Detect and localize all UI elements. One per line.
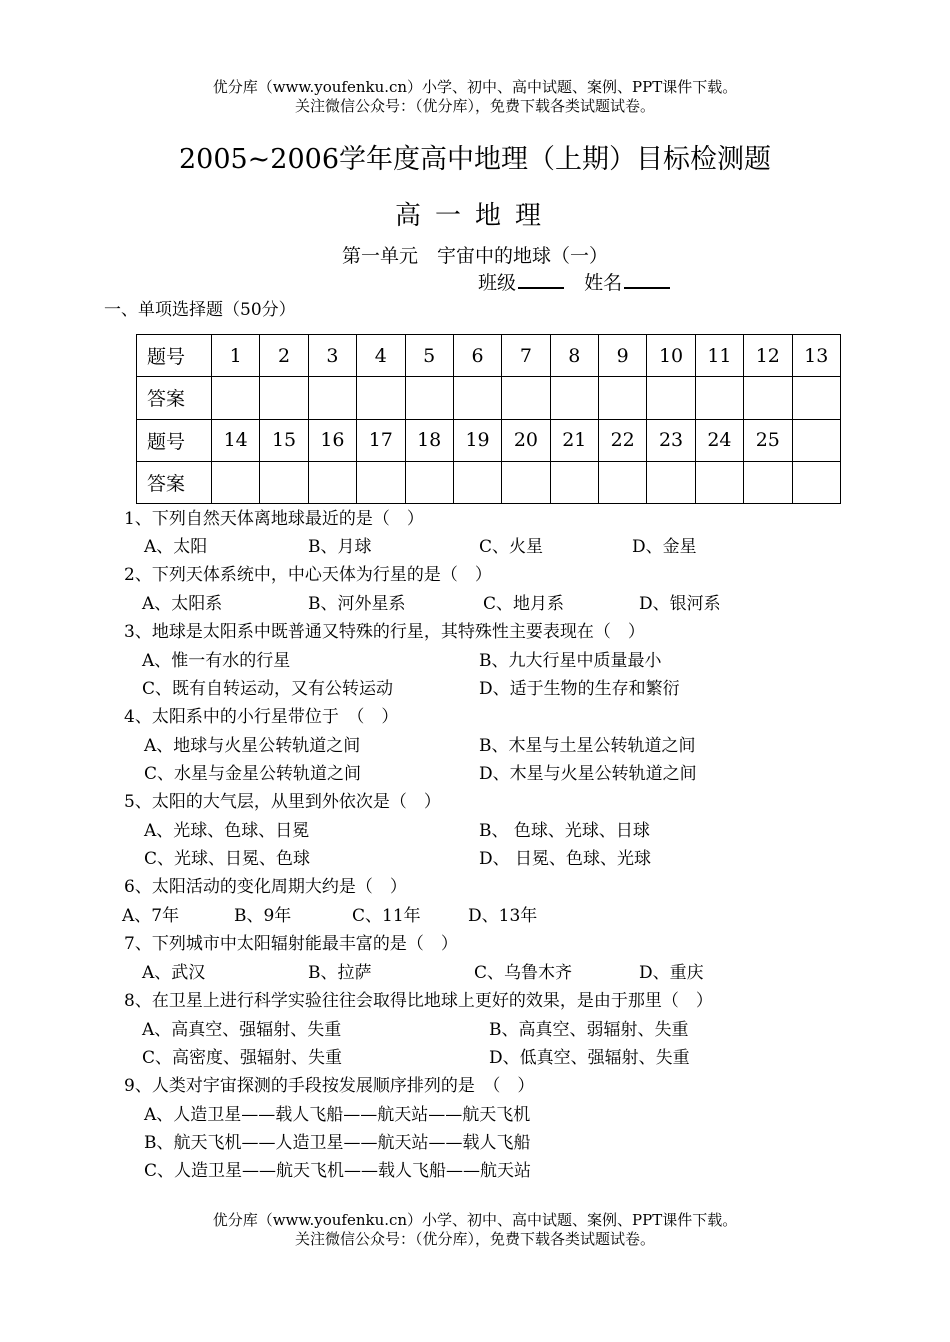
table-row [137,461,841,503]
option: A、高真空、强辐射、失重 [142,1020,342,1040]
table-cell: 24 [695,419,743,461]
a-label-cell: 答案 [137,377,212,419]
option: C、高密度、强辐射、失重 [142,1048,343,1068]
option: D、 日冕、色球、光球 [479,849,652,869]
answer-cell [502,377,550,419]
table-cell: 6 [453,335,501,377]
option: A、人造卫星——载人飞船——航天站——航天飞机 [144,1105,531,1125]
answer-cell [357,377,405,419]
option: D、13年 [468,906,538,926]
table-cell: 14 [212,419,260,461]
answer-cell [453,461,501,503]
table-cell: 17 [357,419,405,461]
table-cell: 11 [695,335,743,377]
question-stem: 3、地球是太阳系中既普通又特殊的行星，其特殊性主要表现在（ ） [124,622,645,642]
answer-cell [744,377,792,419]
option: B、 色球、光球、日球 [479,821,650,841]
option: A、太阳 [144,537,208,557]
a-label-cell: 答案 [137,461,212,503]
option: D、重庆 [639,963,704,983]
answer-cell [405,377,453,419]
question-stem: 8、在卫星上进行科学实验往往会取得比地球上更好的效果，是由于那里（ ） [124,991,713,1011]
answer-cell [357,461,405,503]
option: D、金星 [632,537,697,557]
option: C、11年 [352,906,421,926]
student-info [478,268,670,295]
table-cell: 3 [308,335,356,377]
option: A、太阳系 [142,594,223,614]
table-cell: 25 [744,419,792,461]
answer-table [136,334,841,504]
table-row [137,419,841,461]
answer-cell [212,377,260,419]
answer-cell [550,377,598,419]
header-line-1: 优分库（www.youfenku.cn）小学、初中、高中试题、案例、PPT课件下载。 [212,78,738,96]
table-cell: 13 [792,335,841,377]
question-stem: 7、下列城市中太阳辐射能最丰富的是（ ） [124,934,458,954]
class-label: 班级 [478,272,517,294]
option: C、地月系 [483,594,565,614]
question-stem: 5、太阳的大气层，从里到外依次是（ ） [124,792,441,812]
table-row [137,335,841,377]
table-cell: 5 [405,335,453,377]
table-cell: 18 [405,419,453,461]
answer-cell [260,377,308,419]
table-cell: 19 [453,419,501,461]
option: C、光球、日冕、色球 [144,849,311,869]
answer-cell [260,461,308,503]
option: A、光球、色球、日冕 [144,821,310,841]
option: B、木星与土星公转轨道之间 [479,736,696,756]
option: B、航天飞机——人造卫星——航天站——载人飞船 [144,1133,531,1153]
answer-cell [744,461,792,503]
question-stem: 9、人类对宇宙探测的手段按发展顺序排列的是 （ ） [124,1076,535,1096]
option: C、人造卫星——航天飞机——载人飞船——航天站 [144,1161,532,1181]
table-cell [792,419,841,461]
option: C、既有自转运动，又有公转运动 [142,679,394,699]
answer-cell [599,461,647,503]
table-cell: 20 [502,419,550,461]
option: D、低真空、强辐射、失重 [489,1048,690,1068]
option: B、拉萨 [308,963,372,983]
option: A、地球与火星公转轨道之间 [144,736,361,756]
option: C、乌鲁木齐 [474,963,573,983]
option: D、适于生物的生存和繁衍 [479,679,680,699]
answer-cell [453,377,501,419]
question-stem: 6、太阳活动的变化周期大约是（ ） [124,877,407,897]
answer-cell [647,461,695,503]
table-cell: 12 [744,335,792,377]
option: C、水星与金星公转轨道之间 [144,764,362,784]
table-cell: 21 [550,419,598,461]
question-stem: 4、太阳系中的小行星带位于 （ ） [124,707,399,727]
table-cell: 1 [212,335,260,377]
table-cell: 7 [502,335,550,377]
option: B、9年 [234,906,292,926]
question-stem: 1、下列自然天体离地球最近的是（ ） [124,509,424,529]
option: D、银河系 [639,594,721,614]
table-cell: 22 [599,419,647,461]
question-stem: 2、下列天体系统中，中心天体为行星的是（ ） [124,565,492,585]
table-cell: 2 [260,335,308,377]
table-cell: 9 [599,335,647,377]
answer-cell [792,461,841,503]
table-cell: 8 [550,335,598,377]
answer-cell [502,461,550,503]
answer-cell [405,461,453,503]
unit-title: 第一单元 宇宙中的地球（一） [341,245,608,267]
option: C、火星 [479,537,544,557]
answer-cell [695,461,743,503]
answer-cell [212,461,260,503]
header-line-2: 关注微信公众号：（优分库），免费下载各类试题试卷。 [294,97,655,115]
option: B、九大行星中质量最小 [479,651,662,671]
class-blank [518,269,564,289]
table-cell: 10 [647,335,695,377]
subject-title: 高一地理 [394,201,555,231]
footer-line-1: 优分库（www.youfenku.cn）小学、初中、高中试题、案例、PPT课件下载。 [212,1211,738,1229]
table-cell: 23 [647,419,695,461]
option: B、月球 [308,537,372,557]
answer-cell [308,377,356,419]
footer-line-2: 关注微信公众号：（优分库），免费下载各类试题试卷。 [294,1230,655,1248]
table-cell: 15 [260,419,308,461]
option: D、木星与火星公转轨道之间 [479,764,697,784]
table-row [137,377,841,419]
option: A、7年 [122,906,180,926]
q-label-cell: 题号 [137,419,212,461]
option: A、武汉 [142,963,206,983]
table-cell: 4 [357,335,405,377]
page-title: 2005~2006学年度高中地理（上期）目标检测题 [178,144,772,175]
option: A、惟一有水的行星 [142,651,291,671]
option: B、高真空、弱辐射、失重 [489,1020,689,1040]
name-label: 姓名 [584,272,623,294]
answer-cell [695,377,743,419]
table-cell: 16 [308,419,356,461]
option: B、河外星系 [308,594,406,614]
answer-cell [792,377,841,419]
answer-cell [599,377,647,419]
name-blank [624,269,670,289]
section-title: 一、单项选择题（50分） [104,300,296,320]
answer-cell [550,461,598,503]
answer-cell [308,461,356,503]
answer-cell [647,377,695,419]
q-label-cell: 题号 [137,335,212,377]
